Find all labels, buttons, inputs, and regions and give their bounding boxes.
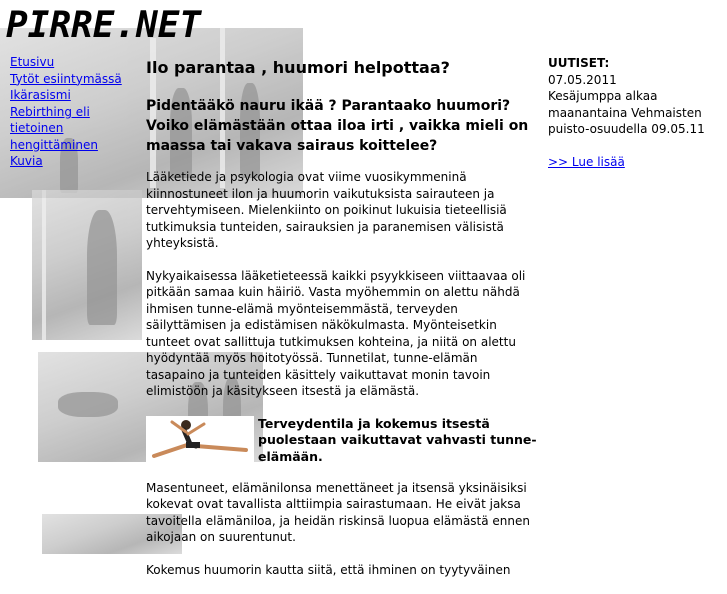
nav-link-ikarasismi[interactable]: Ikärasismi (10, 88, 71, 102)
nav-link-kuvia[interactable]: Kuvia (10, 154, 43, 168)
news-heading: UUTISET: (548, 56, 610, 70)
news-panel (548, 55, 727, 170)
read-more-link[interactable]: >> Lue lisää (548, 154, 625, 169)
article-lead: Pidentääkö nauru ikää ? Parantaako huumori? Voiko elämästään ottaa iloa irti , vaikka mieli on maassa tai vakava sairaus koittelee? (146, 98, 529, 154)
article-paragraph-3: Masentuneet, elämänilonsa menettäneet ja itsensä yksinäisiksi kokevat ovat tavallista alttiimpia sairastumaan. He eivät jaksa tavoitella elämäniloa, ja heidän riskinsä luopua elämästä ennen aikojaan on suurentunut. (146, 480, 531, 544)
article-highlight (146, 416, 538, 466)
nav-link-rebirthing[interactable]: Rebirthing eli tietoinen hengittäminen (10, 104, 98, 152)
main-navigation (10, 54, 135, 170)
background-photo-dancers (32, 190, 142, 340)
site-logo[interactable]: PIRRE.NET (6, 5, 202, 46)
article-title: Ilo parantaa , huumori helpottaa? (146, 58, 450, 77)
article-content (146, 56, 538, 594)
news-line-3: puisto-osuudella 09.05.11 (548, 122, 705, 136)
article-paragraph-2: Nykyaikaisessa lääketieteessä kaikki psyykkiseen viittaavaa oli pitkään samaa kuin häiriö. Vasta myöhemmin on alettu nähdä ihmisen tunne-elämä myönteisemmästä, terveyden säilyttämisen ja edistämisen näkökulmasta. Myönteisetkin tunteet ovat sallittuja tutkimuksen kohteina, ja niitä on alettu hyödyntää myös hoitotyössä. Tunnetilat, tunne-elämän tasapaino ja tunteiden käsittely vaikuttavat monin tavoin elimistöön ja käsitykseen itsestä ja elämästä. (146, 268, 526, 398)
article-paragraph-4: Kokemus huumorin kautta siitä, että ihminen on tyytyväinen (146, 562, 511, 577)
news-line-2: maanantaina Vehmaisten (548, 105, 702, 120)
nav-link-etusivu[interactable]: Etusivu (10, 55, 55, 69)
article-paragraph-1: Lääketiede ja psykologia ovat viime vuosikymmeninä kiinnostuneet ilon ja huumorin vaikutuksista sairauteen ja tervehtymiseen. Mielenkiinto on poikinut lukuisia tieteellisiä tutkimuksia tunteiden, sairauksien ja paranemisen välisistä yhteyksistä. (146, 170, 507, 250)
news-date: 07.05.2011 (548, 72, 617, 87)
dancer-image (146, 416, 254, 466)
news-line-1: Kesäjumppa alkaa (548, 89, 658, 103)
nav-link-tytot-esiintymassa[interactable]: Tytöt esiintymässä (10, 71, 122, 86)
article-highlight-text: Terveydentila ja kokemus itsestä puolestaan vaikuttavat vahvasti tunne-elämään. (258, 415, 537, 464)
